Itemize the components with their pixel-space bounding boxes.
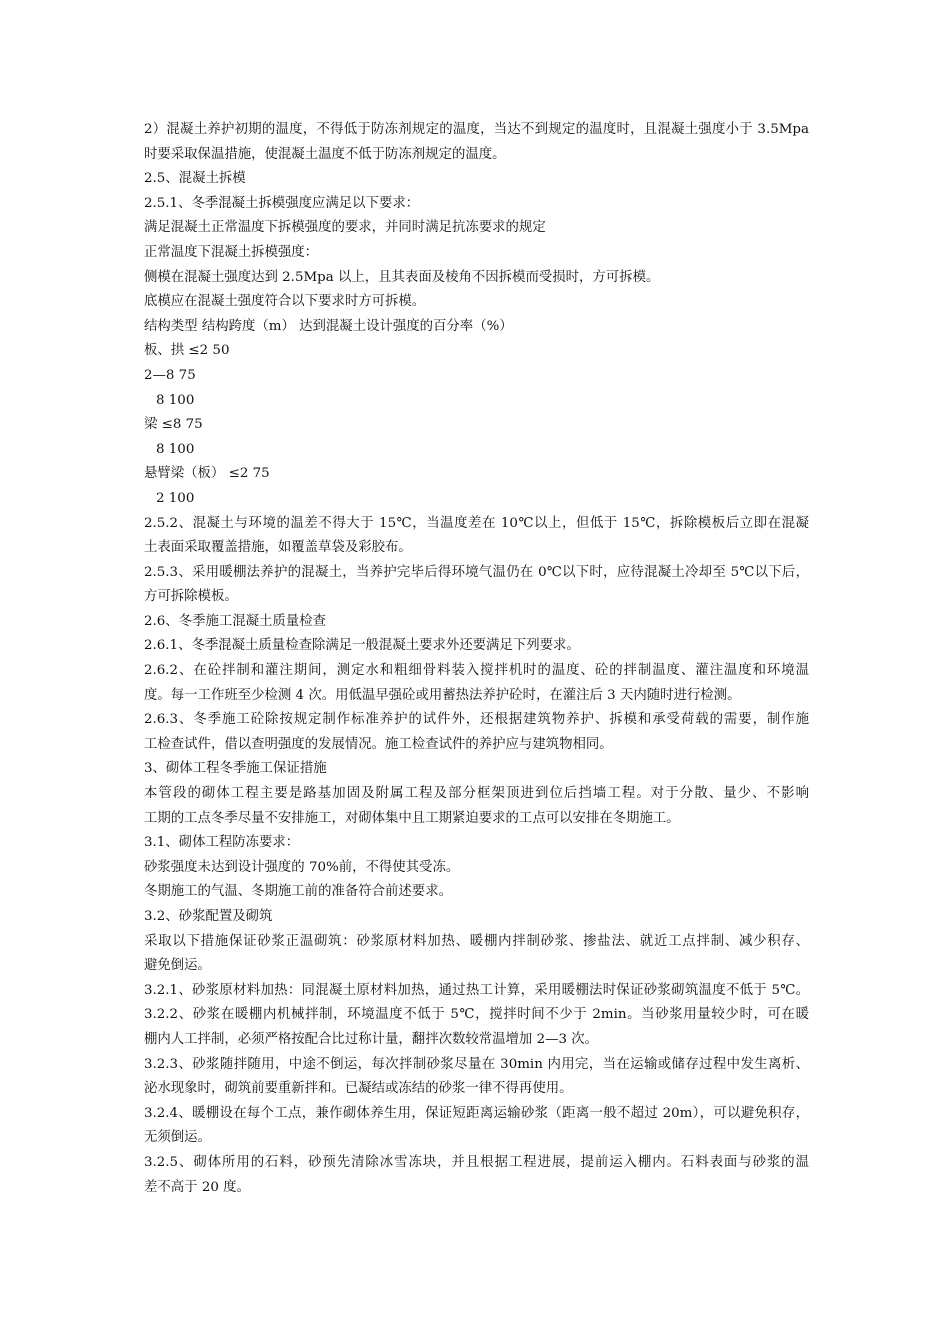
text-line: 3.2.3、砂浆随拌随用，中途不倒运，每次拌制砂浆尽量在 30min 内用完，当在运输或储存过程中发生离析、 [144, 1056, 809, 1072]
text-line: 砂浆强度未达到设计强度的 70%前，不得使其受冻。 [144, 859, 460, 875]
text-line: 正常温度下混凝土拆模强度： [144, 244, 319, 260]
table-row-line: 2 100 [156, 490, 195, 506]
text-line: 时要采取保温措施，使混凝土温度不低于防冻剂规定的温度。 [144, 146, 506, 162]
text-line: 本管段的砌体工程主要是路基加固及附属工程及部分框架顶进到位后挡墙工程。对于分散、量少、不影响 [144, 786, 809, 802]
section-heading: 2.5、混凝土拆模 [144, 171, 246, 187]
text-line: 泌水现象时，砌筑前要重新拌和。已凝结或冻结的砂浆一律不得再使用。 [144, 1081, 573, 1097]
text-line: 避免倒运。 [144, 958, 211, 974]
text-line: 2.6.3、冬季施工砼除按规定制作标准养护的试件外，还根据建筑物养护、拆模和承受荷载的需要，制作施 [144, 712, 809, 728]
text-line: 方可拆除模板。 [144, 589, 238, 605]
document-body [144, 118, 809, 1200]
text-line: 满足混凝土正常温度下拆模强度的要求，并同时满足抗冻要求的规定 [144, 220, 546, 236]
text-line: 底模应在混凝土强度符合以下要求时方可拆模。 [144, 294, 426, 310]
text-line: 侧模在混凝土强度达到 2.5Mpa 以上，且其表面及棱角不因拆模而受损时，方可拆模。 [144, 269, 660, 285]
text-line: 3.2.1、砂浆原材料加热：同混凝土原材料加热，通过热工计算，采用暖棚法时保证砂浆砌筑温度不低于 5℃。 [144, 982, 809, 998]
text-line: 无须倒运。 [144, 1130, 211, 1146]
table-row-line: 悬臂梁（板） ≤2 75 [144, 466, 270, 482]
text-line: 3.2.2、砂浆在暖棚内机械拌制，环境温度不低于 5℃，搅拌时间不少于 2min。当砂浆用量较少时，可在暖 [144, 1007, 809, 1023]
text-line: 棚内人工拌制，必须严格按配合比过称计量，翻拌次数较常温增加 2—3 次。 [144, 1031, 599, 1047]
table-row-line: 板、拱 ≤2 50 [144, 343, 230, 359]
subsection-heading: 2.5.1、冬季混凝土拆模强度应满足以下要求： [144, 195, 420, 211]
text-line: 差不高于 20 度。 [144, 1179, 250, 1195]
text-line: 度。每一工作班至少检测 4 次。用低温早强砼或用蓄热法养护砼时，在灌注后 3 天内随时进行检测。 [144, 687, 741, 703]
text-line: 2.6.1、冬季混凝土质量检查除满足一般混凝土要求外还要满足下列要求。 [144, 638, 580, 654]
text-line: 2）混凝土养护初期的温度，不得低于防冻剂规定的温度，当达不到规定的温度时，且混凝土强度小于 3.5Mpa [144, 122, 809, 137]
table-row-line: 8 100 [156, 441, 195, 457]
table-row-line: 2—8 75 [144, 367, 196, 383]
table-row-line: 8 100 [156, 392, 195, 408]
text-line: 2.5.3、采用暖棚法养护的混凝土，当养护完毕后得环境气温仍在 0℃以下时，应待混凝土冷却至 5℃以下后， [144, 564, 809, 580]
section-heading: 2.6、冬季施工混凝土质量检查 [144, 613, 326, 629]
text-line: 2.5.2、混凝土与环境的温差不得大于 15℃，当温度差在 10℃以上，但低于 15℃，拆除模板后立即在混凝 [144, 515, 809, 531]
subsection-heading: 3.2、砂浆配置及砌筑 [144, 909, 273, 924]
text-line: 工期的工点冬季尽量不安排施工，对砌体集中且工期紧迫要求的工点可以安排在冬期施工。 [144, 810, 680, 826]
text-line: 2.6.2、在砼拌制和灌注期间，测定水和粗细骨料装入搅拌机时的温度、砼的拌制温度、灌注温度和环境温 [144, 663, 809, 679]
text-line: 工检查试件，借以查明强度的发展情况。施工检查试件的养护应与建筑物相同。 [144, 736, 613, 752]
text-line: 采取以下措施保证砂浆正温砌筑：砂浆原材料加热、暖棚内拌制砂浆、掺盐法、就近工点拌制、减少积存、 [144, 933, 809, 949]
section-heading: 3、砌体工程冬季施工保证措施 [144, 761, 327, 777]
text-line: 土表面采取覆盖措施，如覆盖草袋及彩胶布。 [144, 540, 412, 556]
table-row-line: 梁 ≤8 75 [144, 417, 203, 433]
text-line: 冬期施工的气温、冬期施工前的准备符合前述要求。 [144, 884, 452, 900]
table-header-line: 结构类型 结构跨度（m） 达到混凝土设计强度的百分率（%） [144, 318, 513, 334]
text-line: 3.2.4、暖棚设在每个工点，兼作砌体养生用，保证短距离运输砂浆（距离一般不超过 20m），可以避免积存， [144, 1105, 809, 1121]
text-line: 3.2.5、砌体所用的石料，砂预先清除冰雪冻块，并且根据工程进展，提前运入棚内。石料表面与砂浆的温 [144, 1154, 809, 1170]
subsection-heading: 3.1、砌体工程防冻要求： [144, 835, 300, 851]
